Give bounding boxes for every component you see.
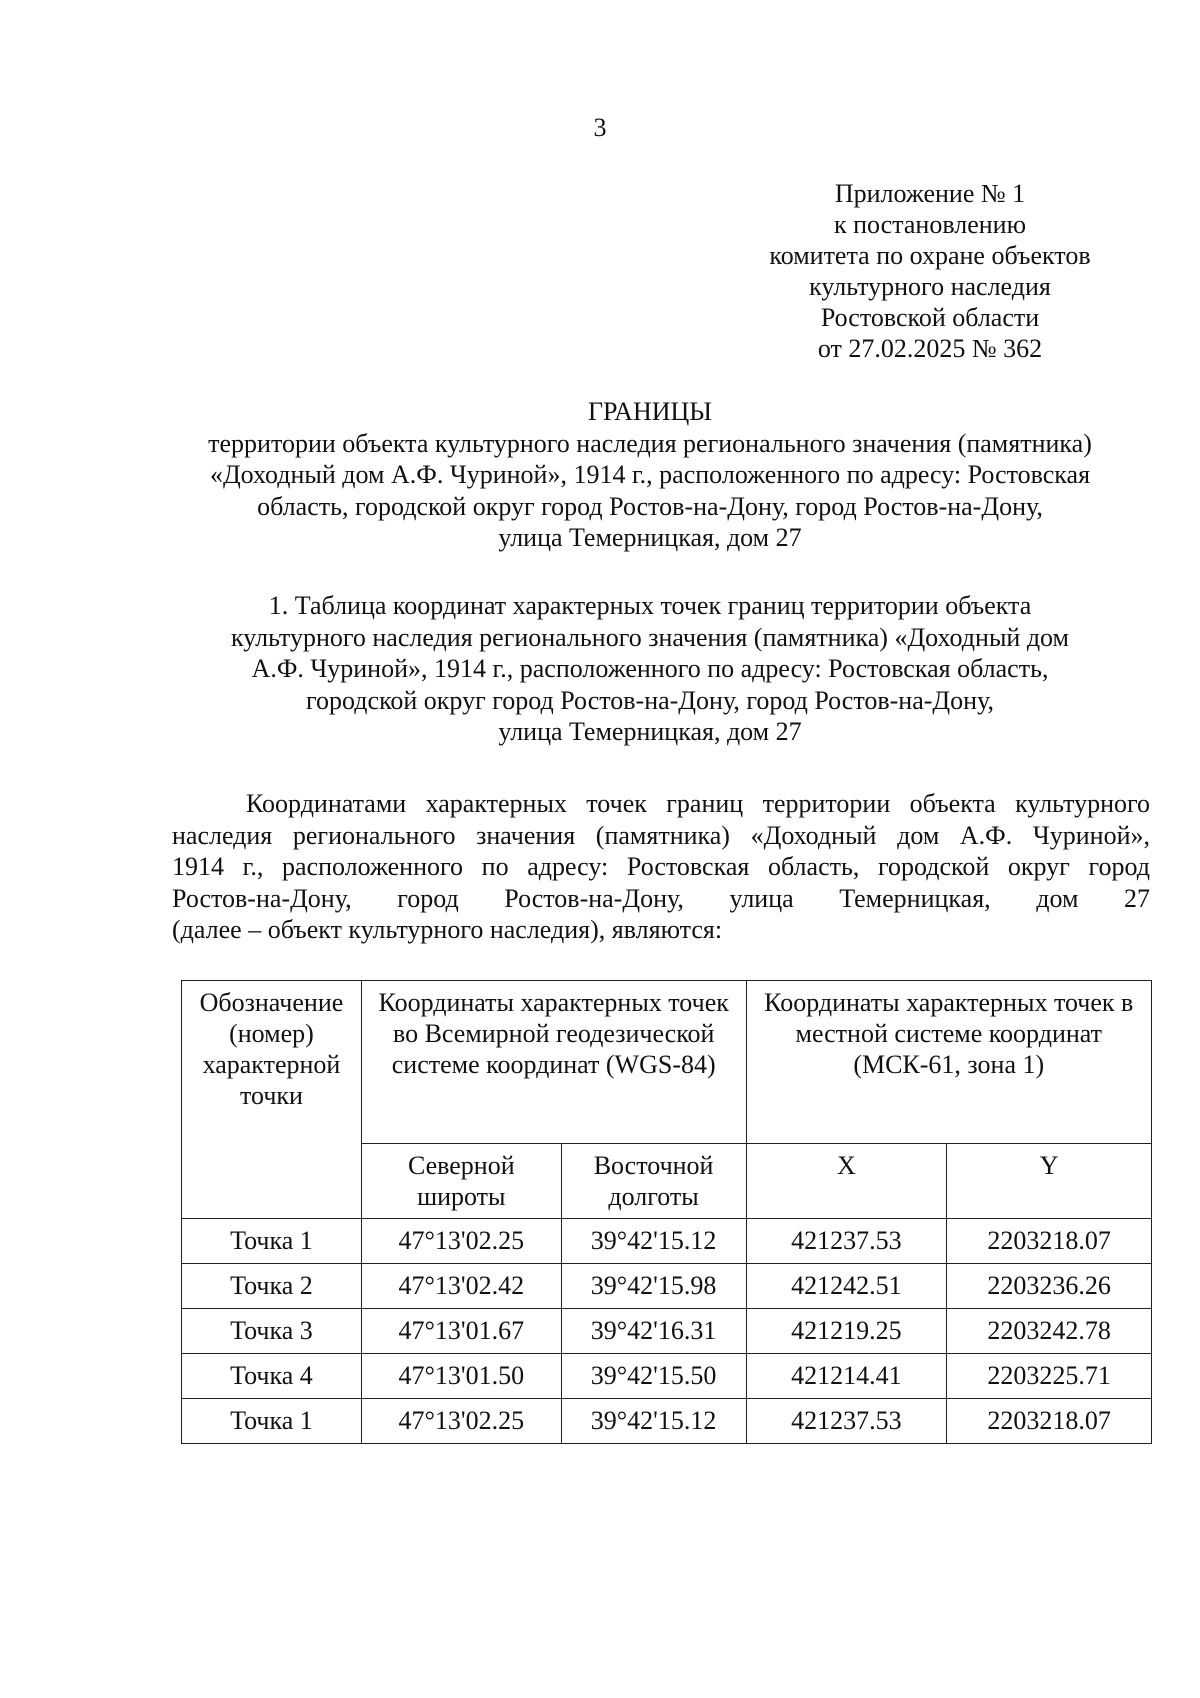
cell-x: 421242.51 <box>746 1264 947 1309</box>
cell-latitude: 47°13'02.25 <box>361 1219 561 1264</box>
header-x: X <box>746 1144 947 1219</box>
coordinates-table <box>181 980 1152 1444</box>
table-row <box>182 1309 1152 1354</box>
cell-point: Точка 1 <box>182 1219 362 1264</box>
cell-point: Точка 4 <box>182 1354 362 1399</box>
cell-x: 421214.41 <box>746 1354 947 1399</box>
section-line: культурного наследия регионального значения (памятника) «Доходный дом <box>230 622 1070 652</box>
appendix-line: Приложение № 1 <box>834 179 1026 208</box>
appendix-line: комитета по охране объектов <box>769 241 1091 270</box>
cell-x: 421237.53 <box>746 1399 947 1444</box>
cell-point: Точка 1 <box>182 1399 362 1444</box>
paragraph-line: (далее – объект культурного наследия), являются: <box>172 915 723 944</box>
cell-y: 2203225.71 <box>947 1354 1152 1399</box>
document-title <box>150 396 1150 554</box>
appendix-line: культурного наследия <box>809 272 1051 301</box>
appendix-line: от 27.02.2025 № 362 <box>817 334 1043 363</box>
appendix-block <box>700 178 1160 364</box>
section-line: городской округ город Ростов-на-Дону, город Ростов-на-Дону, <box>306 685 994 715</box>
cell-longitude: 39°42'15.50 <box>561 1354 746 1399</box>
cell-latitude: 47°13'02.25 <box>361 1399 561 1444</box>
title-line: «Доходный дом А.Ф. Чуриной», 1914 г., расположенного по адресу: Ростовская <box>209 460 1091 489</box>
cell-x: 421237.53 <box>746 1219 947 1264</box>
title-line: улица Темерницкая, дом 27 <box>498 523 802 552</box>
cell-point: Точка 3 <box>182 1309 362 1354</box>
body-paragraph <box>172 788 1150 946</box>
cell-latitude: 47°13'02.42 <box>361 1264 561 1309</box>
appendix-line: Ростовской области <box>820 303 1040 332</box>
cell-latitude: 47°13'01.67 <box>361 1309 561 1354</box>
header-y: Y <box>947 1144 1152 1219</box>
title-line: область, городской округ город Ростов-на-Дону, город Ростов-на-Дону, <box>257 491 1043 521</box>
paragraph-line: Координатами характерных точек границ территории объекта культурного <box>246 789 1150 818</box>
paragraph-line: Ростов-на-Дону, город Ростов-на-Дону, улица Темерницкая, дом 27 <box>172 883 1150 913</box>
cell-latitude: 47°13'01.50 <box>361 1354 561 1399</box>
paragraph-line: 1914 г., расположенного по адресу: Ростовская область, городской округ город <box>172 852 1150 881</box>
header-designation: Обозначение (номер) характерной точки <box>182 981 362 1219</box>
header-longitude: Восточной долготы <box>561 1144 746 1219</box>
table-row <box>182 1399 1152 1444</box>
cell-y: 2203218.07 <box>947 1219 1152 1264</box>
title-line: территории объекта культурного наследия регионального значения (памятника) <box>208 428 1092 458</box>
cell-x: 421219.25 <box>746 1309 947 1354</box>
table-row <box>182 1219 1152 1264</box>
cell-y: 2203218.07 <box>947 1399 1152 1444</box>
table-row <box>182 1264 1152 1309</box>
appendix-line: к постановлению <box>833 210 1027 239</box>
table-header-row <box>182 981 1152 1144</box>
paragraph-line: наследия регионального значения (памятника) «Доходный дом А.Ф. Чуриной», <box>172 820 1150 850</box>
cell-point: Точка 2 <box>182 1264 362 1309</box>
section-line: А.Ф. Чуриной», 1914 г., расположенного по адресу: Ростовская область, <box>251 654 1049 683</box>
page-number: 3 <box>593 113 607 142</box>
table-row <box>182 1354 1152 1399</box>
header-local-group: Координаты характерных точек в местной системе координат (МСК-61, зона 1) <box>746 981 1152 1144</box>
cell-y: 2203242.78 <box>947 1309 1152 1354</box>
cell-longitude: 39°42'15.98 <box>561 1264 746 1309</box>
header-latitude: Северной широты <box>361 1144 561 1219</box>
header-wgs-group: Координаты характерных точек во Всемирной геодезической системе координат (WGS-84) <box>361 981 746 1144</box>
section-line: улица Темерницкая, дом 27 <box>498 717 802 746</box>
cell-longitude: 39°42'15.12 <box>561 1219 746 1264</box>
cell-longitude: 39°42'16.31 <box>561 1309 746 1354</box>
section-line: 1. Таблица координат характерных точек границ территории объекта <box>268 591 1032 620</box>
title-heading: ГРАНИЦЫ <box>588 397 712 426</box>
section-heading <box>150 590 1150 748</box>
cell-longitude: 39°42'15.12 <box>561 1399 746 1444</box>
cell-y: 2203236.26 <box>947 1264 1152 1309</box>
